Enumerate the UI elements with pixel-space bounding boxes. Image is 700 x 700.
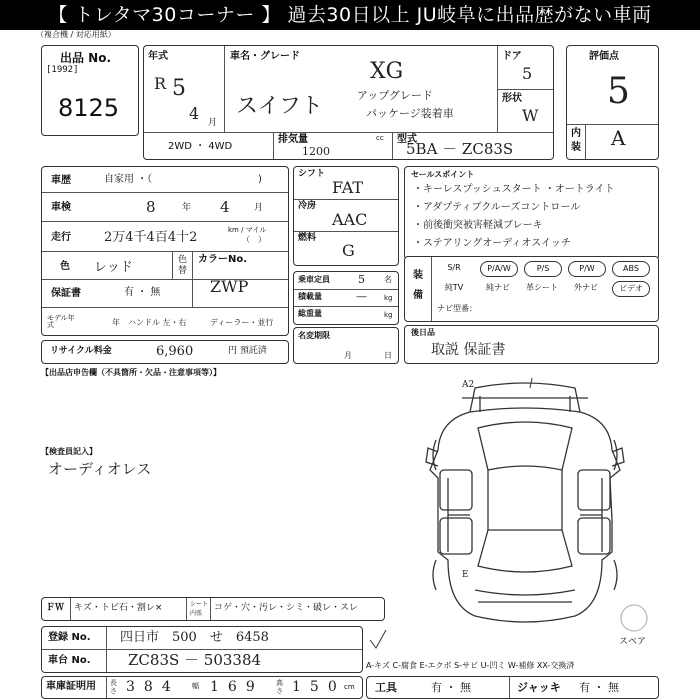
model-note1: アップグレード [357, 89, 433, 102]
seat-label: シート内張 [190, 601, 209, 617]
registration-box [41, 626, 363, 673]
option-pw: P/W [568, 261, 606, 277]
mileage-value: 2万4千4百4十2 [104, 230, 198, 245]
damage-a2: A2 [462, 380, 475, 390]
lot-box [41, 45, 139, 136]
fw-label: ＦＷ [46, 603, 65, 613]
history-value: 自家用 ・（ [104, 174, 153, 185]
doors-value: 5 [522, 64, 533, 83]
cert-label: 車庫証明用 [46, 681, 96, 692]
damage-e: E [462, 570, 469, 580]
shift-value: FAT [332, 178, 364, 197]
shift-label: シフト [298, 169, 326, 179]
sales-points-box [404, 166, 659, 260]
interior-label-2: 装 [571, 142, 581, 153]
fw-text: キズ・トビ石・割レ× [74, 603, 163, 613]
cert-unit: cm [344, 683, 355, 691]
history-close: ) [258, 174, 262, 185]
year-month-unit: 月 [208, 118, 218, 128]
cert-width-label: 幅 [192, 682, 199, 690]
jack-label: ジャッキ [517, 681, 561, 694]
model-year-unit: 年 [112, 318, 120, 327]
model-label: 車名・グレード [230, 51, 300, 62]
load-label: 積載量 [298, 292, 322, 301]
shift-box [293, 166, 399, 266]
tools-value: 有 ・ 無 [431, 681, 471, 694]
score-value: 5 [607, 71, 630, 112]
fw-box [41, 597, 385, 621]
shape-value: W [522, 106, 539, 125]
weight-unit: kg [384, 311, 393, 319]
navi-model-label: ナビ型番： [437, 304, 477, 313]
capacity-box [293, 271, 399, 325]
year-month: 4 [189, 104, 200, 123]
capacity-unit: 名 [384, 275, 392, 284]
color-code-label: カラーNo. [198, 254, 248, 265]
back-value: 取説 保証書 [431, 342, 506, 358]
chassis-label: 車台 No. [48, 655, 91, 666]
cert-length-label: 長さ [110, 679, 117, 695]
type-value: 5BA － ZC83S [406, 140, 514, 158]
score-label: 評価点 [589, 51, 619, 62]
year-value: 5 [172, 76, 186, 101]
registration-label: 登録 No. [48, 632, 91, 643]
color-code-value: ZWP [210, 277, 249, 296]
color-label: 色 [60, 261, 70, 272]
banner: 【 トレタマ30コーナー 】 過去30日以上 JU岐阜に出品歴がない車両 [0, 0, 700, 30]
option-ext-navi: 外ナビ [574, 283, 598, 292]
name-change-month: 月 [344, 351, 352, 360]
type-label: 型式 [397, 134, 417, 145]
cert-height-label: 高さ [276, 679, 283, 695]
option-ps: P/S [524, 261, 562, 277]
sales-point-2: ・アダプティブクルーズコントロール [413, 202, 581, 213]
option-video: ビデオ [612, 281, 650, 297]
ac-label: 冷房 [298, 201, 317, 211]
chassis-value: ZC83S － 503384 [128, 651, 262, 669]
sales-point-4: ・ステアリングオーディオスイッチ [413, 238, 571, 249]
ac-value: AAC [332, 210, 368, 229]
drive-type: 2WD ・ 4WD [168, 141, 233, 152]
capacity-label: 乗車定員 [298, 275, 330, 284]
displacement-value: 1200 [302, 145, 330, 158]
inspection-label: 車検 [51, 202, 71, 213]
load-unit: kg [384, 294, 393, 302]
vehicle-info-box [143, 45, 554, 160]
cert-width: 169 [210, 679, 264, 695]
model-note2: パッケージ装着車 [366, 107, 454, 120]
registration-info-box [41, 166, 289, 336]
damage-legend: A-キズ C-腐食 E-エクボ S-サビ U-凹ミ W-補修 XX-交換済 [366, 661, 575, 670]
back-items-box [404, 325, 659, 364]
equipment-label-2: 備 [413, 290, 423, 301]
garage-cert-box [41, 676, 363, 699]
option-leather: 革シート [526, 283, 558, 292]
spare-label: スペア [619, 637, 647, 647]
recycle-box [41, 340, 289, 364]
inspector-note: オーディオレス [48, 460, 152, 478]
name-change-day: 日 [384, 351, 392, 360]
weight-label: 総重量 [298, 309, 322, 318]
tools-label: 工具 [375, 681, 397, 694]
year-label: 年式 [148, 51, 168, 62]
recycle-unit: 円 預託済 [228, 346, 267, 356]
option-sr: S/R [447, 263, 461, 272]
dealer: ディーラー・並行 [210, 318, 274, 327]
warranty-value: 有 ・ 無 [124, 287, 161, 298]
recycle-label: リサイクル料金 [50, 346, 112, 356]
mileage-label: 走行 [51, 232, 71, 243]
year-era: R [154, 74, 167, 93]
cert-height: 150 [292, 679, 346, 695]
subtitle: （複合機 / 対応用紙） [36, 30, 116, 39]
model-name: スイフト [236, 94, 323, 119]
jack-value: 有 ・ 無 [579, 681, 619, 694]
score-box [566, 45, 659, 160]
displacement-unit: cc [376, 134, 384, 142]
interior-value: A [611, 126, 626, 150]
color-change-2: 替 [178, 266, 188, 276]
mileage-unit: km / マイル [228, 226, 267, 234]
inspection-year-unit: 年 [182, 203, 192, 213]
warranty-label: 保証書 [51, 288, 81, 299]
shape-label: 形状 [502, 93, 522, 104]
registration-value: 四日市 500 せ 6458 [120, 630, 269, 645]
tools-box [366, 676, 659, 699]
sales-point-3: ・前後衝突被害軽減ブレーキ [413, 220, 543, 231]
name-change-label: 名変期限 [298, 331, 330, 340]
fuel-label: 燃料 [298, 233, 317, 243]
inspector-label: 【検査員記入】 [41, 447, 97, 456]
model-grade: XG [370, 59, 404, 84]
inspection-year: 8 [146, 198, 156, 216]
option-navi: 純ナビ [486, 283, 510, 292]
load-value: — [356, 290, 367, 303]
doors-label: ドア [502, 51, 522, 62]
history-label: 車歴 [51, 175, 71, 186]
fuel-value: G [342, 241, 355, 260]
inspection-month: 4 [220, 198, 230, 216]
displacement-label: 排気量 [278, 134, 308, 145]
inspection-month-unit: 月 [254, 203, 264, 213]
handle: ハンドル 左・右 [128, 318, 187, 327]
model-year-label: モデル年式 [47, 314, 75, 329]
lot-number: 8125 [58, 94, 120, 122]
name-change-box [293, 327, 399, 364]
option-paw: P/A/W [480, 261, 518, 277]
lot-label: 出品 No. [60, 51, 112, 65]
equipment-label-1: 装 [413, 270, 423, 281]
recycle-value: 6,960 [156, 344, 194, 359]
notes-label: 【出品店申告欄（不具箇所・欠品・注意事項等）】 [41, 368, 221, 377]
back-label: 後日品 [411, 328, 435, 337]
sales-point-1: ・キーレスプッシュスタート ・オートライト [413, 184, 615, 195]
seat-text: コゲ・穴・汚レ・シミ・破レ・スレ [214, 603, 359, 613]
interior-label-1: 内 [571, 128, 581, 139]
capacity-value: 5 [358, 273, 365, 286]
color-value: レッド [94, 260, 133, 275]
lot-year-stamp: [1992] [46, 65, 79, 75]
sales-label: セールスポイント [411, 170, 475, 179]
equipment-box [404, 256, 659, 322]
color-change-1: 色 [178, 255, 188, 265]
option-abs: ABS [612, 261, 650, 277]
mileage-close: （ ） [242, 235, 266, 244]
cert-length: 384 [126, 679, 180, 695]
option-tv: 純TV [444, 283, 464, 292]
